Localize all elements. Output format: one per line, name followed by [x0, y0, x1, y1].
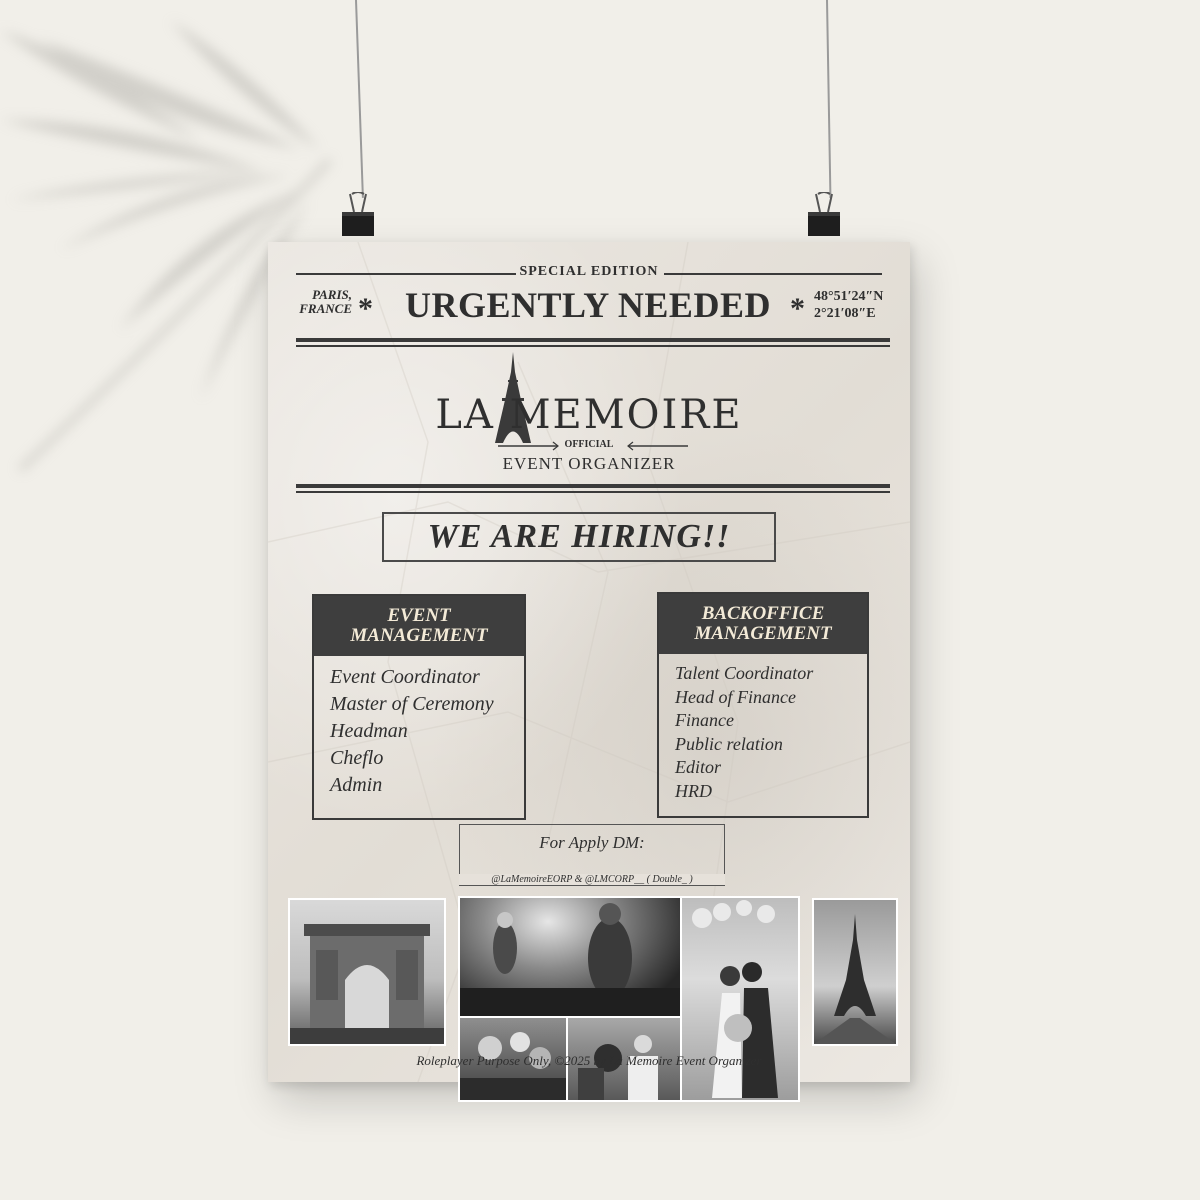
binder-clip-left-icon — [340, 192, 376, 238]
hanging-string-right — [826, 0, 831, 198]
role-item: Head of Finance — [675, 686, 796, 707]
coordinates: 48°51′24″N 2°21′08″E — [814, 289, 884, 321]
backoffice-management-roles — [659, 654, 867, 803]
role-item: Admin — [330, 774, 383, 796]
backoffice-management-box — [657, 592, 869, 818]
star-left-icon: * — [358, 292, 373, 325]
brand-official-label: OFFICIAL — [564, 439, 614, 450]
logo-rule-2 — [296, 491, 890, 493]
header-rule-bottom-2 — [296, 345, 890, 347]
binder-clip-right-icon — [806, 192, 842, 238]
event-management-title: EVENT MANAGEMENT — [314, 596, 524, 656]
role-item: Public relation — [675, 733, 783, 754]
role-item: Finance — [675, 710, 734, 730]
logo-rule-1 — [296, 484, 890, 488]
role-item: Headman — [330, 720, 408, 742]
role-item: Master of Ceremony — [330, 693, 494, 715]
photo-concert-stage — [458, 896, 682, 1018]
brand-name: LA MEMOIRE — [435, 392, 743, 438]
apply-title: For Apply DM: — [539, 833, 645, 852]
photo-arc-de-triomphe — [288, 898, 446, 1046]
role-item: HRD — [675, 780, 712, 801]
role-item: Editor — [675, 757, 722, 777]
hiring-poster — [268, 242, 910, 1082]
header-rule-bottom-1 — [296, 338, 890, 342]
apply-handles: @LaMemoireEORP & @LMCORP__ ( Double_ ) — [459, 874, 725, 885]
photo-eiffel-tower — [812, 898, 898, 1046]
footer-credit: Roleplayer Purpose Only, ©2025 by La Memoire Event Organizer — [416, 1053, 762, 1068]
headline: URGENTLY NEEDED — [405, 285, 771, 325]
brand-subtitle: EVENT ORGANIZER — [502, 454, 676, 473]
role-item: Event Coordinator — [330, 666, 480, 688]
star-right-icon: * — [790, 292, 805, 325]
location-label: PARIS, FRANCE — [299, 287, 352, 316]
event-management-roles — [314, 656, 524, 799]
edition-label: SPECIAL EDITION — [519, 264, 659, 279]
role-item: Talent Coordinator — [675, 663, 814, 683]
hiring-banner: WE ARE HIRING!! — [382, 512, 776, 562]
photo-wedding-couple — [680, 896, 800, 1102]
event-management-box — [312, 594, 526, 820]
backoffice-management-title: BACKOFFICE MANAGEMENT — [659, 594, 867, 654]
role-item: Cheflo — [330, 747, 384, 769]
